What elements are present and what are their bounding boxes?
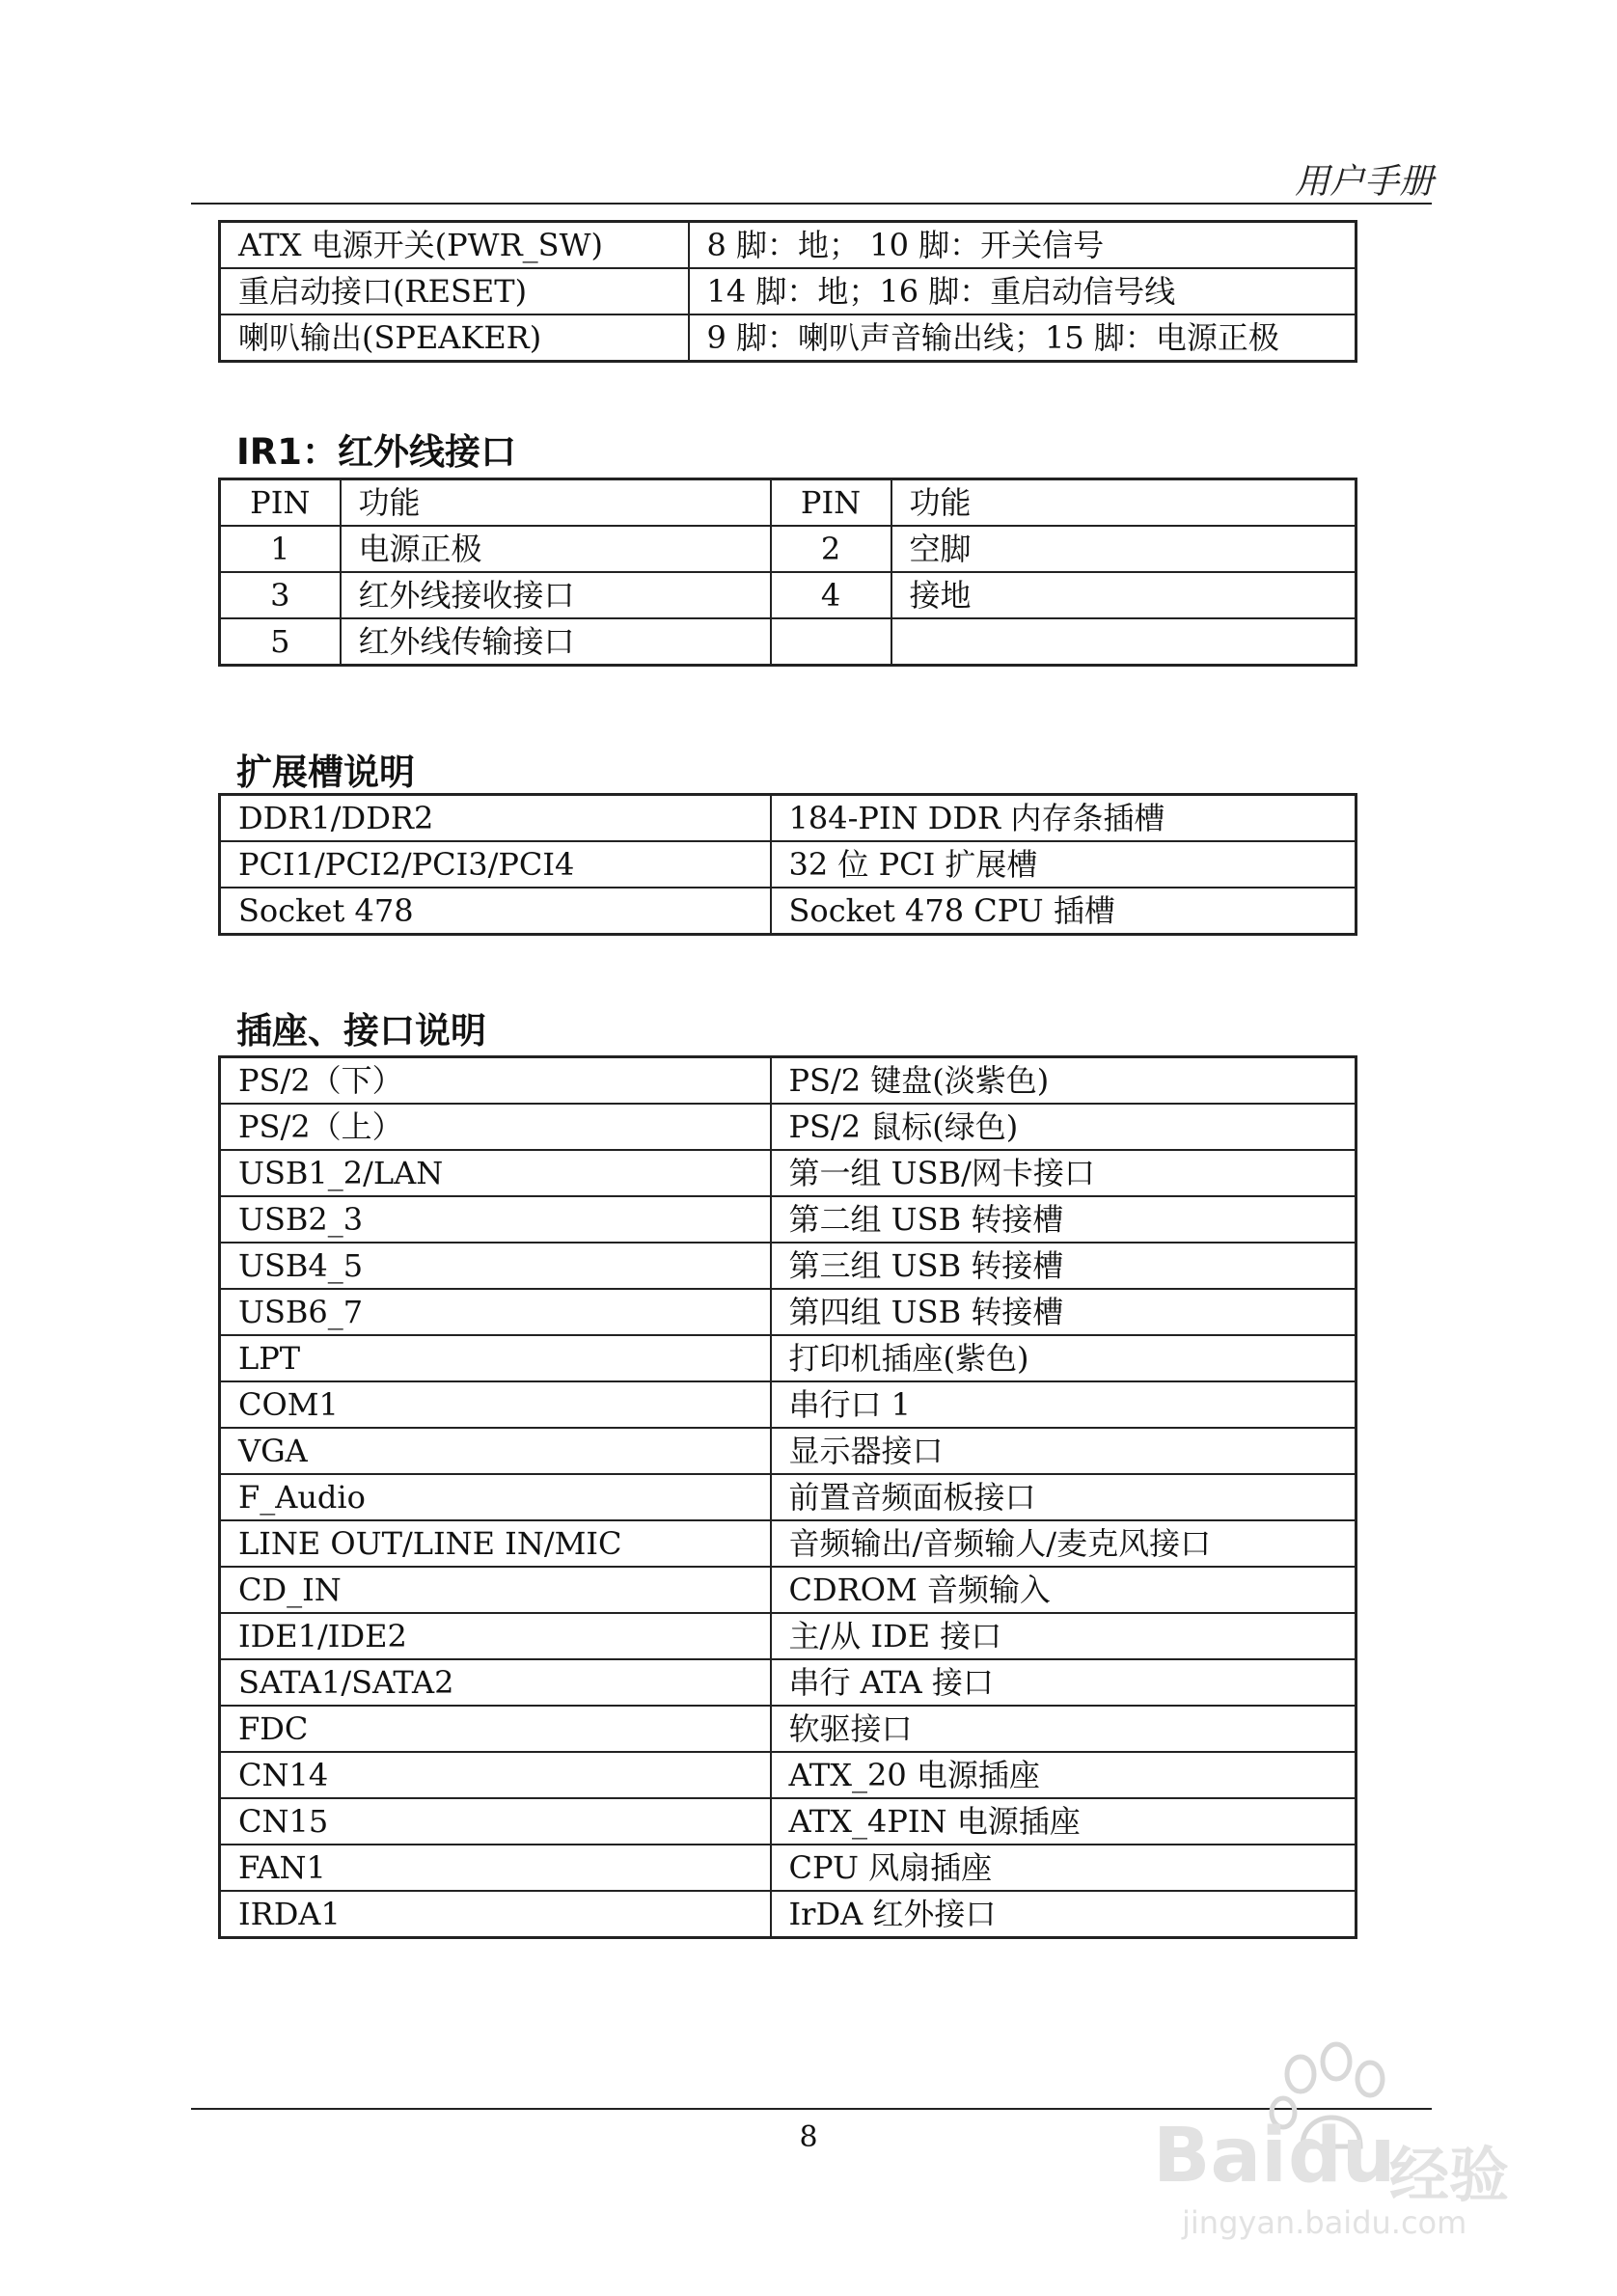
table-cell: ATX_20 电源插座 [771,1752,1357,1798]
table-cell: 184-PIN DDR 内存条插槽 [771,795,1357,842]
table-row [220,314,1357,362]
table-cell: PCI1/PCI2/PCI3/PCI4 [220,841,771,888]
connector-section-title: 插座、接口说明 [236,1010,486,1052]
table-row [220,1891,1357,1938]
table-cell: 重启动接口(RESET) [220,268,689,314]
table-cell: ATX_4PIN 电源插座 [771,1798,1357,1845]
table-cell: 8 脚：地； 10 脚：开关信号 [689,222,1357,269]
table-cell: CN15 [220,1798,771,1845]
watermark-label: 经验 [1389,2140,1510,2210]
table-cell: USB2_3 [220,1196,771,1243]
table-cell: PS/2 鼠标(绿色) [771,1104,1357,1150]
table-cell: PS/2（下） [220,1057,771,1105]
table-cell: 打印机插座(紫色) [771,1335,1357,1381]
table-cell: 1 [220,526,341,572]
table-cell: FAN1 [220,1845,771,1891]
table-row [220,1567,1357,1613]
table-row [220,1243,1357,1289]
table-header-cell: PIN [771,479,891,527]
table-cell: 串行 ATA 接口 [771,1659,1357,1706]
table-cell: SATA1/SATA2 [220,1659,771,1706]
table-row [220,841,1357,888]
table-header-cell: PIN [220,479,341,527]
table-cell [891,618,1357,666]
table-row [220,1798,1357,1845]
ir-section-title: IR1：红外线接口 [236,431,517,473]
table-header-cell: 功能 [341,479,771,527]
table-cell: IDE1/IDE2 [220,1613,771,1659]
table-cell: USB6_7 [220,1289,771,1335]
table-row [220,268,1357,314]
table-cell: 32 位 PCI 扩展槽 [771,841,1357,888]
table-row [220,1289,1357,1335]
table-row [220,1381,1357,1428]
table-row [220,222,1357,269]
table-cell: USB4_5 [220,1243,771,1289]
table-cell: CD_IN [220,1567,771,1613]
table-row [220,1752,1357,1798]
table-cell: IrDA 红外接口 [771,1891,1357,1938]
table-cell: 红外线接收接口 [341,572,771,618]
watermark-brand: Bai [1153,2113,1287,2200]
table-cell: PS/2（上） [220,1104,771,1150]
table-row [220,526,1357,572]
table-row [220,1706,1357,1752]
watermark-brand2: du [1288,2113,1396,2200]
table-cell: Socket 478 CPU 插槽 [771,888,1357,935]
table-cell: USB1_2/LAN [220,1150,771,1196]
table-row [220,1474,1357,1520]
table-row [220,1196,1357,1243]
table-cell: 第三组 USB 转接槽 [771,1243,1357,1289]
table-cell: LINE OUT/LINE IN/MIC [220,1520,771,1567]
expansion-slot-table [218,793,1357,936]
table-cell: 第一组 USB/网卡接口 [771,1150,1357,1196]
table-cell: IRDA1 [220,1891,771,1938]
table-cell: PS/2 键盘(淡紫色) [771,1057,1357,1105]
manual-header-title: 用户手册 [1294,162,1434,202]
table-cell: CDROM 音频输入 [771,1567,1357,1613]
table-cell: LPT [220,1335,771,1381]
ir-pin-table [218,478,1357,667]
table-cell: 前置音频面板接口 [771,1474,1357,1520]
table-cell: CPU 风扇插座 [771,1845,1357,1891]
table-row [220,1520,1357,1567]
table-cell: ATX 电源开关(PWR_SW) [220,222,689,269]
table-header-cell: 功能 [891,479,1357,527]
table-row [220,1428,1357,1474]
table-cell: 3 [220,572,341,618]
table-cell: VGA [220,1428,771,1474]
table-cell: 接地 [891,572,1357,618]
table-cell: 串行口 1 [771,1381,1357,1428]
table-row [220,1659,1357,1706]
table-cell: 红外线传输接口 [341,618,771,666]
table-cell: Socket 478 [220,888,771,935]
table-cell: F_Audio [220,1474,771,1520]
table-cell: 显示器接口 [771,1428,1357,1474]
watermark-url: jingyan.baidu.com [1182,2204,1467,2241]
table-row [220,1150,1357,1196]
baidu-jingyan-watermark [1153,2040,1529,2243]
page-number: 8 [799,2120,818,2154]
table-row [220,1613,1357,1659]
slot-section-title: 扩展槽说明 [236,752,415,793]
table-cell: 软驱接口 [771,1706,1357,1752]
table-cell: COM1 [220,1381,771,1428]
table-cell: 喇叭输出(SPEAKER) [220,314,689,362]
table-row [220,1057,1357,1105]
table-row [220,1845,1357,1891]
table-cell [771,618,891,666]
table-row [220,572,1357,618]
table-cell: 第二组 USB 转接槽 [771,1196,1357,1243]
table-row [220,1104,1357,1150]
table-row [220,1335,1357,1381]
table-cell: 5 [220,618,341,666]
table-cell: 14 脚：地；16 脚：重启动信号线 [689,268,1357,314]
table-cell: 音频输出/音频输人/麦克风接口 [771,1520,1357,1567]
table-row [220,888,1357,935]
panel-switch-table [218,220,1357,363]
table-cell: 电源正极 [341,526,771,572]
table-cell: 2 [771,526,891,572]
table-cell: 第四组 USB 转接槽 [771,1289,1357,1335]
table-cell: DDR1/DDR2 [220,795,771,842]
connector-table [218,1055,1357,1939]
table-cell: 9 脚：喇叭声音输出线；15 脚：电源正极 [689,314,1357,362]
table-cell: 4 [771,572,891,618]
table-row [220,618,1357,666]
table-cell: 主/从 IDE 接口 [771,1613,1357,1659]
table-cell: 空脚 [891,526,1357,572]
table-cell: FDC [220,1706,771,1752]
table-row [220,795,1357,842]
table-cell: CN14 [220,1752,771,1798]
table-header-row [220,479,1357,527]
header-rule [191,203,1432,205]
